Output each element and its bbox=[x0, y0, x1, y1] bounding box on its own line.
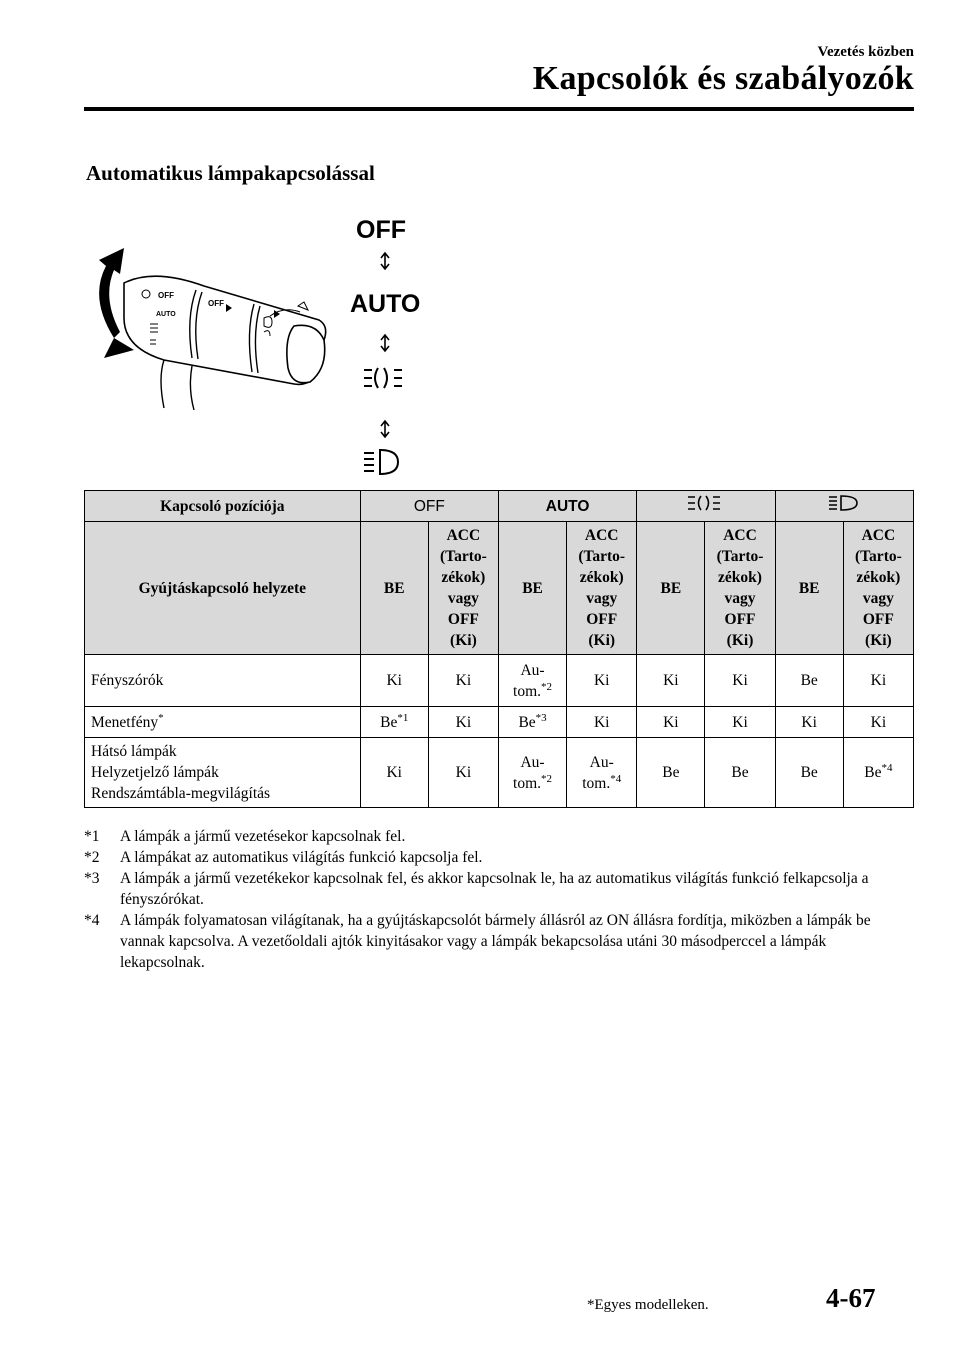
footnote-marker: *2 bbox=[541, 772, 553, 785]
footnote-marker: *2 bbox=[541, 680, 553, 693]
ignition-state: BE bbox=[360, 522, 428, 655]
table-cell: Be$^{*1}$ bbox=[360, 707, 428, 738]
headlight-low-beam-icon bbox=[364, 450, 398, 474]
ignition-label: Gyújtáskapcsoló helyzete bbox=[85, 522, 361, 655]
position-label-auto: AUTO bbox=[350, 290, 421, 318]
light-switch-table bbox=[84, 490, 914, 808]
ignition-state: BE bbox=[775, 522, 843, 655]
table-cell: Au- tom.$^{*4}$ bbox=[567, 738, 637, 808]
double-arrow-icon bbox=[381, 421, 389, 437]
footnote-marker: *3 bbox=[535, 711, 547, 724]
ignition-row bbox=[85, 522, 914, 655]
table-cell: Ki bbox=[775, 707, 843, 738]
table-cell: Be$^{*3}$ bbox=[498, 707, 566, 738]
table-row bbox=[85, 655, 914, 707]
table-cell: Be$^{*4}$ bbox=[843, 738, 913, 808]
footnote-item bbox=[84, 847, 914, 868]
ignition-state: BE bbox=[637, 522, 705, 655]
footnote-item bbox=[84, 868, 914, 910]
footnote-text: A lámpák a jármű vezetékekor kapcsolnak fel, és akkor kapcsolnak le, ha az automatikus világítás funkció felkapcsolja a fényszórókat. bbox=[120, 870, 869, 908]
lever-label-off-2: OFF bbox=[208, 299, 224, 308]
footnote-item bbox=[84, 826, 914, 847]
light-switch-lever-illustration bbox=[84, 208, 444, 484]
table-cell: Be bbox=[775, 738, 843, 808]
headlight-icon bbox=[827, 494, 861, 512]
footnote-number: *1 bbox=[84, 828, 100, 845]
ignition-state: ACC (Tarto- zékok) vagy OFF (Ki) bbox=[567, 522, 637, 655]
table-cell: Be bbox=[637, 738, 705, 808]
table-cell: Ki bbox=[567, 707, 637, 738]
position-headlight-header bbox=[775, 491, 913, 522]
switch-position-header: Kapcsoló pozíciója bbox=[85, 491, 361, 522]
table-row bbox=[85, 707, 914, 738]
footnote-text: A lámpákat az automatikus világítás funkció kapcsolja fel. bbox=[120, 849, 483, 866]
footnote-number: *3 bbox=[84, 870, 100, 887]
ignition-state: ACC (Tarto- zékok) vagy OFF (Ki) bbox=[843, 522, 913, 655]
table-cell: Ki bbox=[428, 655, 498, 707]
footnote-number: *2 bbox=[84, 849, 100, 866]
position-label-off: OFF bbox=[356, 216, 406, 244]
row-label: Fényszórók bbox=[85, 655, 361, 707]
position-off-header: OFF bbox=[360, 491, 498, 522]
table-cell: Ki bbox=[637, 655, 705, 707]
table-row bbox=[85, 738, 914, 808]
table-cell: Ki bbox=[843, 707, 913, 738]
section-title: Automatikus lámpakapcsolással bbox=[86, 161, 375, 185]
position-parking-header bbox=[637, 491, 775, 522]
table-cell: Ki bbox=[705, 707, 775, 738]
header-rule bbox=[84, 107, 914, 111]
footnote-item bbox=[84, 910, 914, 973]
footnote-text: A lámpák a jármű vezetésekor kapcsolnak fel. bbox=[120, 828, 406, 845]
table-cell: Au- tom.$^{*2}$ bbox=[498, 738, 566, 808]
running-header-section: Vezetés közben bbox=[817, 44, 914, 60]
table-header-row bbox=[85, 491, 914, 522]
table-cell: Ki bbox=[428, 707, 498, 738]
parking-light-icon bbox=[364, 368, 402, 388]
table-cell: Be bbox=[775, 655, 843, 707]
lever-label-off-1: OFF bbox=[158, 291, 174, 300]
table-cell: Au- tom.$^{*2}$ bbox=[498, 655, 566, 707]
double-arrow-icon bbox=[381, 335, 389, 351]
page-number: 4-67 bbox=[826, 1283, 876, 1313]
running-header-chapter: Kapcsolók és szabályozók bbox=[532, 60, 914, 97]
table-cell: Ki bbox=[360, 738, 428, 808]
parking-light-icon bbox=[686, 494, 726, 512]
double-arrow-icon bbox=[381, 253, 389, 269]
footnote-number: *4 bbox=[84, 912, 100, 929]
models-footnote: *Egyes modelleken. bbox=[587, 1297, 709, 1313]
ignition-state: BE bbox=[498, 522, 566, 655]
footnote-marker: *1 bbox=[397, 711, 409, 724]
footnote-marker: *4 bbox=[610, 772, 622, 785]
row-label: Hátsó lámpák Helyzetjelző lámpák Rendszámtábla-megvilágítás bbox=[85, 738, 361, 808]
light-switch-figure bbox=[84, 208, 444, 484]
ignition-state: ACC (Tarto- zékok) vagy OFF (Ki) bbox=[428, 522, 498, 655]
table-cell: Ki bbox=[360, 655, 428, 707]
footnote-marker: *4 bbox=[881, 761, 893, 774]
footnotes bbox=[84, 826, 914, 973]
position-auto-header: AUTO bbox=[498, 491, 636, 522]
lever-label-auto: AUTO bbox=[156, 311, 176, 318]
row-label: Menetfény* bbox=[85, 707, 361, 738]
table-cell: Ki bbox=[843, 655, 913, 707]
footnote-marker: * bbox=[158, 711, 164, 724]
table-cell: Be bbox=[705, 738, 775, 808]
table-cell: Ki bbox=[637, 707, 705, 738]
table-cell: Ki bbox=[428, 738, 498, 808]
ignition-state: ACC (Tarto- zékok) vagy OFF (Ki) bbox=[705, 522, 775, 655]
table-cell: Ki bbox=[705, 655, 775, 707]
table-cell: Ki bbox=[567, 655, 637, 707]
footnote-text: A lámpák folyamatosan világítanak, ha a gyújtáskapcsolót bármely állásról az ON állásra fordítja, miközben a lámpák be vannak kapcsolva. A vezetőoldali ajtók kinyitásakor vagy a lámpák bekapcsolása utáni 30 másodperccel a lámpák lekapcsolnak. bbox=[120, 912, 871, 971]
